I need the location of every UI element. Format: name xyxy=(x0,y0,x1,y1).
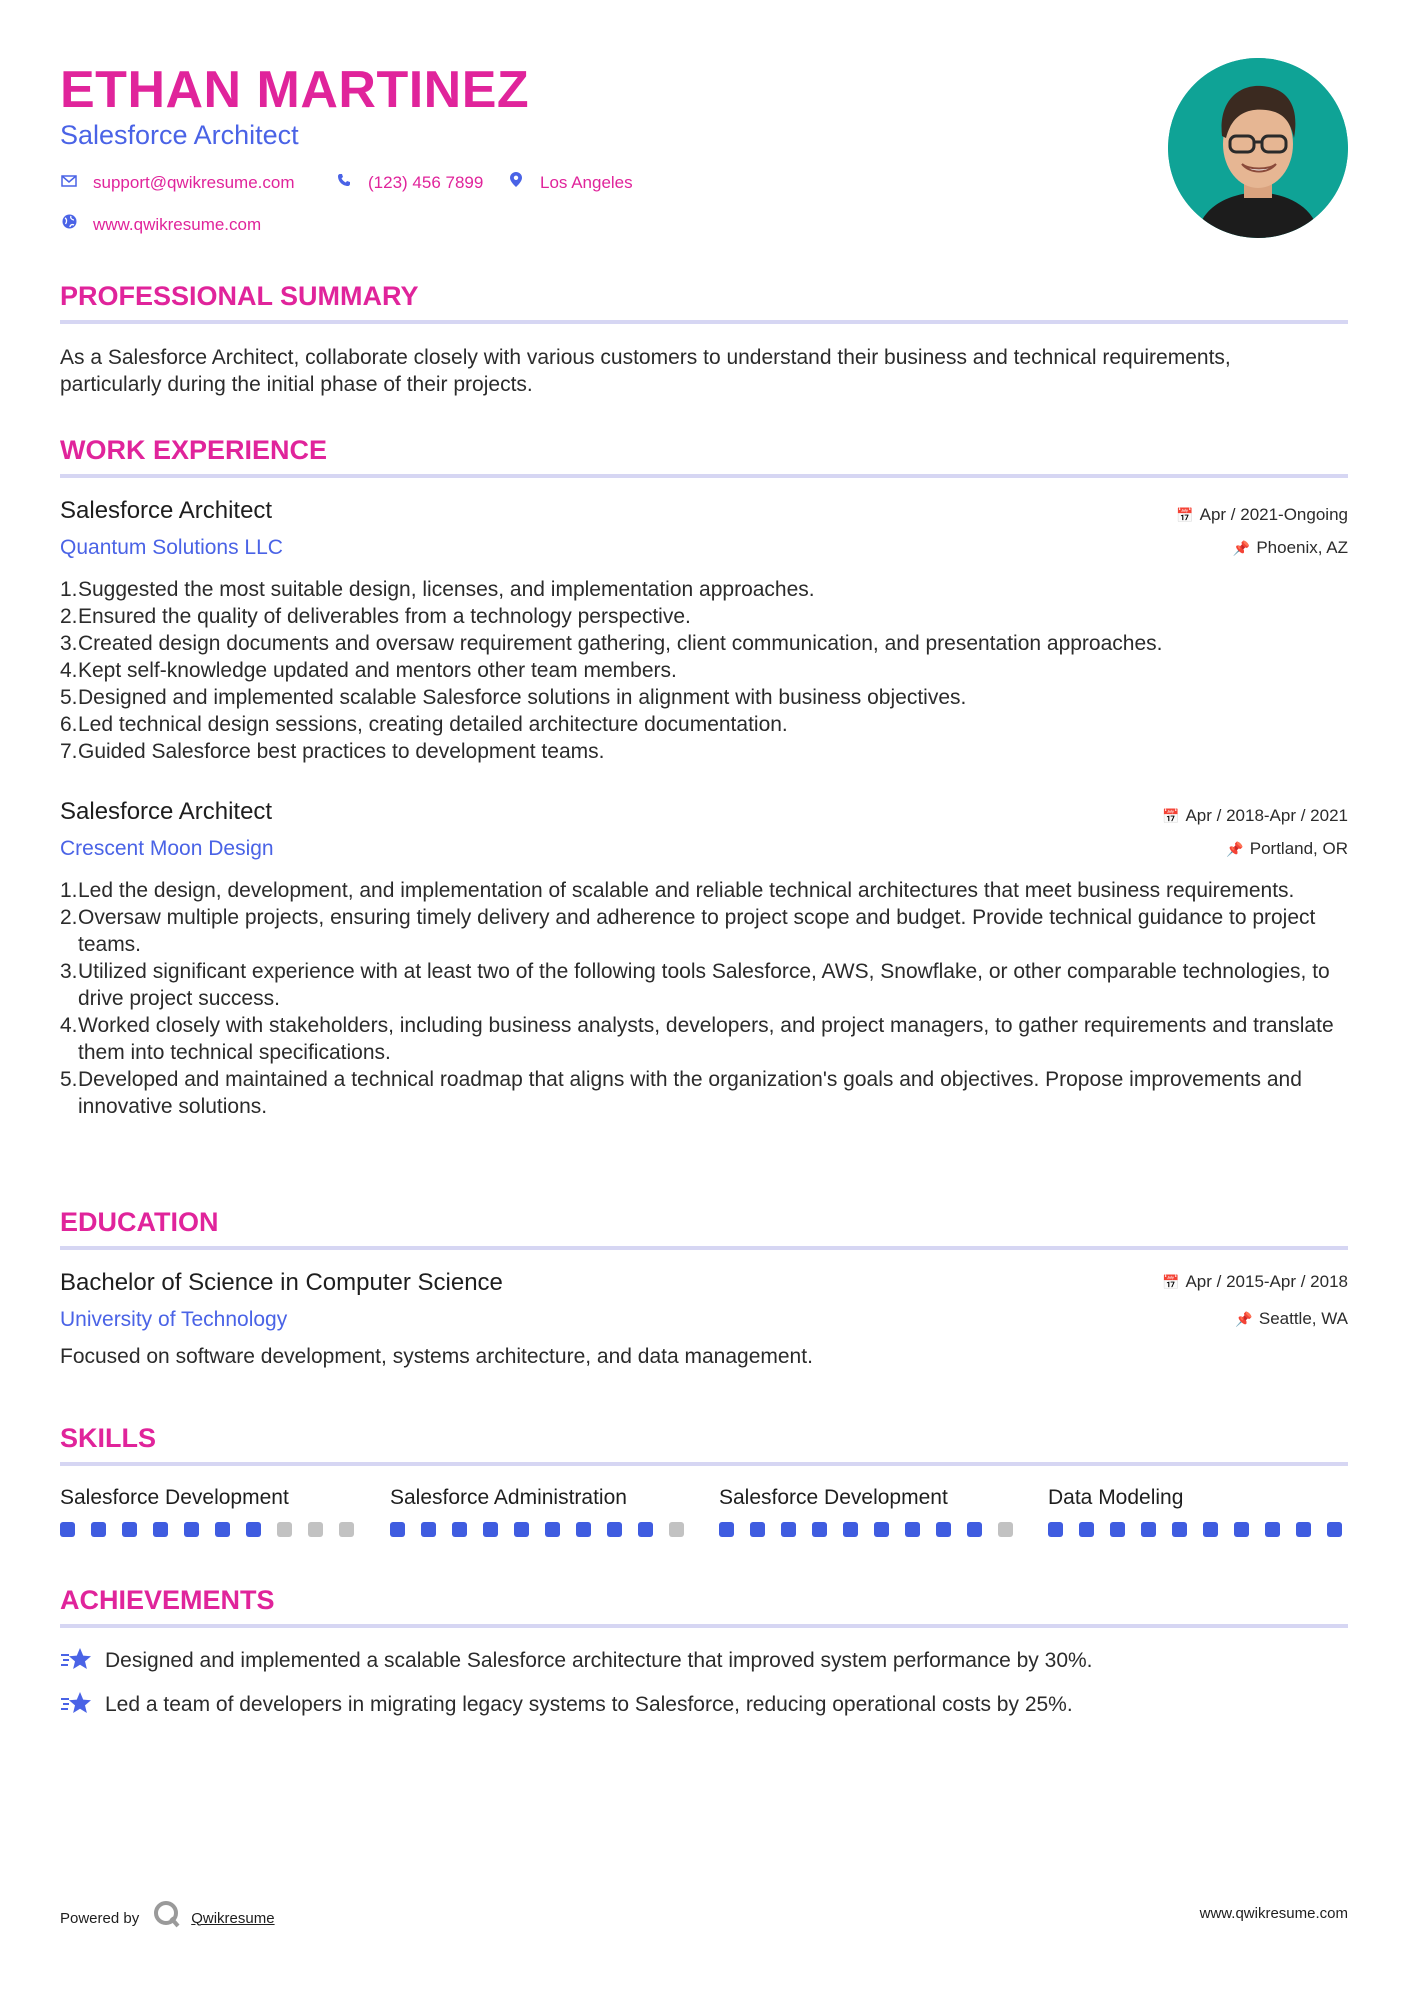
skills-heading: SKILLS xyxy=(60,1423,157,1453)
skill-rating xyxy=(719,1522,1019,1537)
skill-rating xyxy=(1048,1522,1348,1537)
work-heading: WORK EXPERIENCE xyxy=(60,435,328,465)
rating-dot-filled xyxy=(1141,1522,1156,1537)
rating-dot-filled xyxy=(514,1522,529,1537)
envelope-icon xyxy=(60,172,78,194)
skill-item xyxy=(390,1484,690,1537)
rating-dot-filled xyxy=(545,1522,560,1537)
rating-dot-filled xyxy=(781,1522,796,1537)
map-pin-icon xyxy=(507,172,525,194)
education-description: Focused on software development, systems architecture, and data management. xyxy=(60,1345,813,1368)
rating-dot-filled xyxy=(1110,1522,1125,1537)
job-dates-text: Apr / 2021-Ongoing xyxy=(1199,505,1348,524)
footer-url[interactable]: www.qwikresume.com xyxy=(1199,1905,1348,1922)
rating-dot-filled xyxy=(246,1522,261,1537)
job-bullets xyxy=(60,576,1348,765)
rating-dot-filled xyxy=(719,1522,734,1537)
summary-heading: PROFESSIONAL SUMMARY xyxy=(60,281,419,311)
job-dates xyxy=(1162,805,1348,827)
list-item: 5. Designed and implemented scalable Salesforce solutions in alignment with business objectives. xyxy=(60,686,967,709)
section-divider xyxy=(60,1624,1348,1628)
rating-dot-filled xyxy=(1172,1522,1187,1537)
education-dates xyxy=(1162,1271,1348,1293)
skill-item xyxy=(1048,1484,1348,1537)
job-title: Salesforce Architect xyxy=(60,497,273,524)
achievement-item xyxy=(60,1690,1348,1718)
skill-rating xyxy=(390,1522,690,1537)
qwikresume-logo-icon xyxy=(153,1900,181,1937)
rating-dot-filled xyxy=(967,1522,982,1537)
section-divider xyxy=(60,320,1348,324)
rating-dot-filled xyxy=(1203,1522,1218,1537)
star-icon xyxy=(60,1690,92,1718)
candidate-name: ETHAN MARTINEZ xyxy=(60,61,530,119)
rating-dot-empty xyxy=(277,1522,292,1537)
list-item: 2. Oversaw multiple projects, ensuring timely delivery and adherence to project scope and budget. Provide technical guidance to project teams. xyxy=(60,906,1316,956)
rating-dot-filled xyxy=(483,1522,498,1537)
job-title: Salesforce Architect xyxy=(60,798,273,825)
achievement-text: Led a team of developers in migrating legacy systems to Salesforce, reducing operational costs by 25%. xyxy=(105,1692,1073,1716)
rating-dot-filled xyxy=(60,1522,75,1537)
job-company: Crescent Moon Design xyxy=(60,837,274,860)
rating-dot-filled xyxy=(812,1522,827,1537)
pushpin-icon: 📌 xyxy=(1226,841,1244,857)
summary-text: As a Salesforce Architect, collaborate closely with various customers to understand their business and technical requirements, particularly during the initial phase of their projects. xyxy=(60,346,1231,396)
rating-dot-filled xyxy=(1234,1522,1249,1537)
rating-dot-filled xyxy=(1079,1522,1094,1537)
list-item: 4. Worked closely with stakeholders, including business analysts, developers, and project managers, to gather requirements and translate them into technical specifications. xyxy=(60,1014,1334,1064)
rating-dot-filled xyxy=(122,1522,137,1537)
website-text: www.qwikresume.com xyxy=(93,215,262,234)
calendar-icon: 📅 xyxy=(1162,808,1180,824)
section-divider xyxy=(60,1246,1348,1250)
contact-website[interactable] xyxy=(60,214,261,236)
list-item: 6. Led technical design sessions, creating detailed architecture documentation. xyxy=(60,713,788,736)
achievement-item xyxy=(60,1646,1348,1674)
avatar xyxy=(1168,58,1348,238)
rating-dot-filled xyxy=(750,1522,765,1537)
globe-icon xyxy=(60,214,78,236)
rating-dot-filled xyxy=(1327,1522,1342,1537)
rating-dot-empty xyxy=(308,1522,323,1537)
rating-dot-filled xyxy=(576,1522,591,1537)
skill-rating xyxy=(60,1522,360,1537)
list-item: 7. Guided Salesforce best practices to development teams. xyxy=(60,740,605,763)
pushpin-icon: 📌 xyxy=(1232,540,1251,556)
list-item: 3. Created design documents and oversaw requirement gathering, client communication, and presentation approaches. xyxy=(60,632,1163,655)
rating-dot-filled xyxy=(936,1522,951,1537)
calendar-icon: 📅 xyxy=(1176,507,1194,523)
contact-email[interactable] xyxy=(60,172,295,194)
job-location-text: Phoenix, AZ xyxy=(1256,538,1348,557)
list-item: 1. Led the design, development, and implementation of scalable and reliable technical architectures that meet business requirements. xyxy=(60,879,1295,902)
calendar-icon: 📅 xyxy=(1162,1274,1180,1290)
education-location xyxy=(1235,1308,1348,1330)
rating-dot-filled xyxy=(1048,1522,1063,1537)
job-company: Quantum Solutions LLC xyxy=(60,536,283,559)
job-bullets xyxy=(60,877,1348,1120)
rating-dot-filled xyxy=(184,1522,199,1537)
skill-name: Salesforce Development xyxy=(719,1486,948,1509)
skill-name: Data Modeling xyxy=(1048,1486,1184,1509)
footer-powered-by xyxy=(60,1900,275,1937)
rating-dot-filled xyxy=(215,1522,230,1537)
skill-name: Salesforce Development xyxy=(60,1486,289,1509)
achievement-text: Designed and implemented a scalable Salesforce architecture that improved system performance by 30%. xyxy=(105,1648,1093,1672)
skill-name: Salesforce Administration xyxy=(390,1486,627,1509)
achievements-heading: ACHIEVEMENTS xyxy=(60,1585,275,1615)
candidate-title: Salesforce Architect xyxy=(60,120,299,150)
phone-text: (123) 456 7899 xyxy=(368,173,484,192)
footer-brand-link[interactable]: Qwikresume xyxy=(191,1909,275,1927)
contact-location xyxy=(507,172,633,194)
rating-dot-filled xyxy=(607,1522,622,1537)
email-text: support@qwikresume.com xyxy=(93,173,295,192)
rating-dot-filled xyxy=(91,1522,106,1537)
job-location xyxy=(1226,838,1348,860)
phone-icon xyxy=(335,172,353,194)
skill-item xyxy=(719,1484,1019,1537)
education-dates-text: Apr / 2015-Apr / 2018 xyxy=(1185,1272,1348,1291)
degree-title: Bachelor of Science in Computer Science xyxy=(60,1269,503,1296)
skill-item xyxy=(60,1484,360,1537)
list-item: 3. Utilized significant experience with at least two of the following tools Salesforce, AWS, Snowflake, or other comparable technologies, to drive project success. xyxy=(60,960,1330,1010)
section-divider xyxy=(60,1462,1348,1466)
education-location-text: Seattle, WA xyxy=(1258,1309,1348,1328)
list-item: 5. Developed and maintained a technical roadmap that aligns with the organization's goals and objectives. Propose improvements and innovative solutions. xyxy=(60,1068,1302,1118)
location-text: Los Angeles xyxy=(540,173,633,192)
rating-dot-filled xyxy=(874,1522,889,1537)
rating-dot-empty xyxy=(998,1522,1013,1537)
list-item: 2. Ensured the quality of deliverables from a technology perspective. xyxy=(60,605,691,628)
job-dates-text: Apr / 2018-Apr / 2021 xyxy=(1185,806,1348,825)
rating-dot-empty xyxy=(339,1522,354,1537)
rating-dot-filled xyxy=(638,1522,653,1537)
rating-dot-filled xyxy=(421,1522,436,1537)
job-dates xyxy=(1176,504,1348,526)
education-heading: EDUCATION xyxy=(60,1207,219,1237)
rating-dot-filled xyxy=(843,1522,858,1537)
powered-by-label: Powered by xyxy=(60,1909,140,1927)
rating-dot-filled xyxy=(452,1522,467,1537)
list-item: 1. Suggested the most suitable design, licenses, and implementation approaches. xyxy=(60,578,815,601)
school-name: University of Technology xyxy=(60,1308,288,1331)
rating-dot-filled xyxy=(1265,1522,1280,1537)
rating-dot-filled xyxy=(153,1522,168,1537)
star-icon xyxy=(60,1646,92,1674)
rating-dot-filled xyxy=(1296,1522,1311,1537)
list-item: 4. Kept self-knowledge updated and mentors other team members. xyxy=(60,659,677,682)
rating-dot-filled xyxy=(390,1522,405,1537)
pushpin-icon: 📌 xyxy=(1235,1311,1253,1327)
rating-dot-filled xyxy=(905,1522,920,1537)
contact-phone[interactable] xyxy=(335,172,483,194)
job-location xyxy=(1233,537,1348,559)
section-divider xyxy=(60,474,1348,478)
rating-dot-empty xyxy=(669,1522,684,1537)
job-location-text: Portland, OR xyxy=(1249,839,1348,858)
